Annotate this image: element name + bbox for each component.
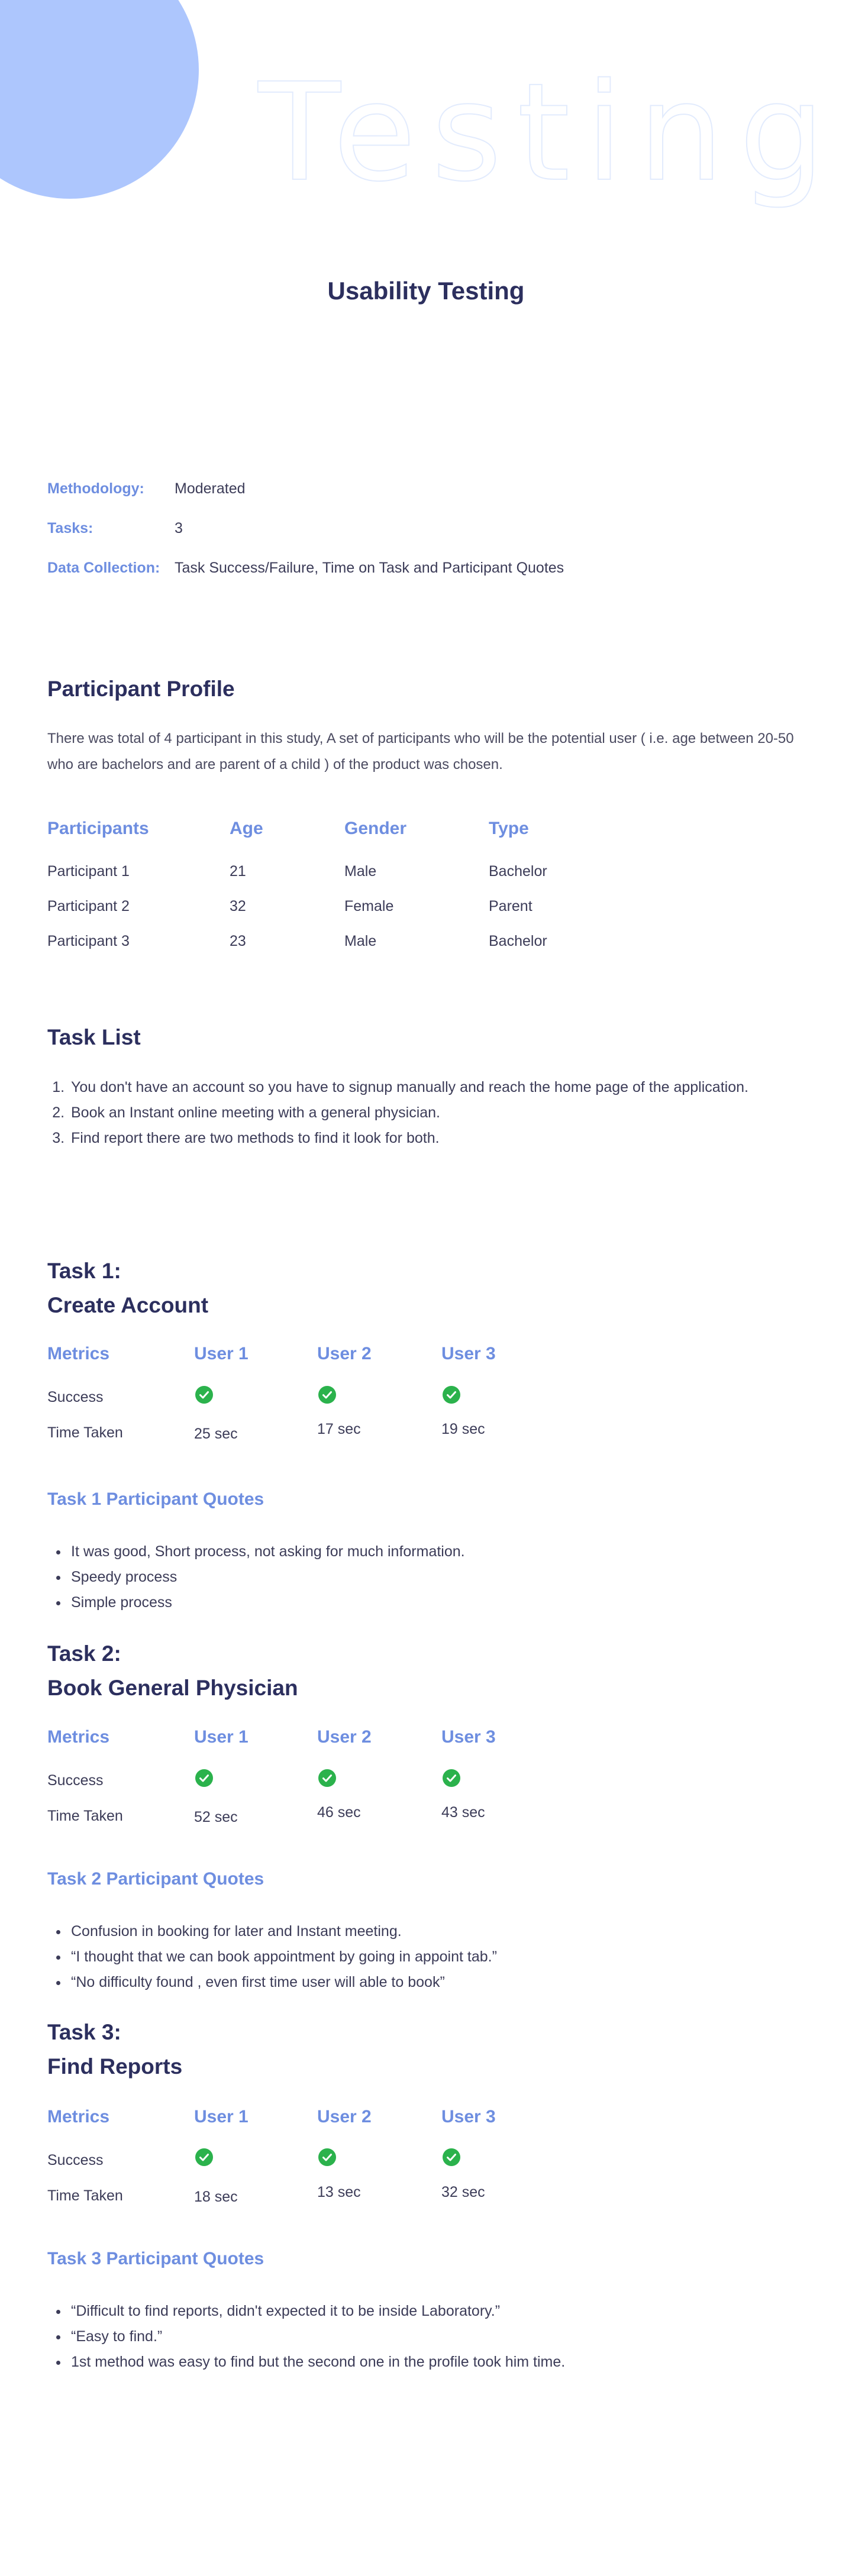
metrics-header: Metrics [47,2107,110,2126]
time-value: 13 sec [317,2184,361,2200]
time-taken-label: Time Taken [47,2187,123,2204]
task-1-title [47,1254,208,1323]
task-1-quotes-heading: Task 1 Participant Quotes [47,1489,264,1509]
user-2-header: User 2 [317,1344,372,1363]
task-1-number: Task 1: [47,1259,121,1283]
list-item: • “Difficult to find reports, didn't expected it to be inside Laboratory.” [69,2299,565,2324]
task-list-heading: Task List [47,1025,141,1049]
time-value: 32 sec [441,2184,485,2200]
list-item: • 1st method was easy to find but the second one in the profile took him time. [69,2349,565,2375]
task-2-name: Book General Physician [47,1676,298,1700]
list-item: • “Easy to find.” [69,2324,565,2349]
table-cell: Female [344,898,394,914]
task-1-name: Create Account [47,1293,209,1317]
list-item: • Simple process [69,1590,465,1615]
data-collection-label: Data Collection: [47,560,160,576]
table-header-participants: Participants [47,819,149,838]
table-cell: Parent [489,898,532,914]
success-check-icon [195,1769,213,1787]
task-3-number: Task 3: [47,2020,121,2044]
table-cell: Participant 2 [47,898,130,914]
task-1-quotes [47,1539,465,1615]
table-cell: Male [344,863,377,880]
task-2-quotes [47,1919,497,1995]
list-item: 1. You don't have an account so you have to signup manually and reach the home page of the application. [69,1075,748,1100]
table-cell: Participant 1 [47,863,130,880]
table-cell: Participant 3 [47,933,130,949]
success-check-icon [195,1386,213,1404]
list-item: • It was good, Short process, not asking for much information. [69,1539,465,1565]
time-value: 25 sec [194,1426,238,1442]
tasks-value: 3 [175,520,183,536]
success-check-icon [443,2148,460,2166]
success-check-icon [443,1386,460,1404]
task-2-title [47,1637,298,1705]
table-cell: Bachelor [489,863,547,880]
user-2-header: User 2 [317,2107,372,2126]
success-label: Success [47,1772,104,1789]
task-list [47,1075,748,1151]
list-item: 3. Find report there are two methods to find it look for both. [69,1126,748,1151]
data-collection-value: Task Success/Failure, Time on Task and Participant Quotes [175,560,564,576]
participant-profile-paragraph: There was total of 4 participant in this study, A set of participants who will be the potential user ( i.e. age between 20-50 who are bachelors and are parent of a child ) of the product was chosen. [47,731,794,773]
decorative-circle [0,0,199,199]
time-value: 46 sec [317,1804,361,1821]
time-value: 17 sec [317,1421,361,1437]
time-value: 52 sec [194,1809,238,1825]
task-3-name: Find Reports [47,2054,183,2079]
success-label: Success [47,1389,104,1405]
table-cell: Bachelor [489,933,547,949]
table-cell: 23 [230,933,246,949]
metrics-header: Metrics [47,1344,110,1363]
tasks-label: Tasks: [47,520,93,536]
table-header-type: Type [489,819,529,838]
table-header-gender: Gender [344,819,407,838]
table-cell: Male [344,933,377,949]
list-item: • Speedy process [69,1565,465,1590]
methodology-value: Moderated [175,480,246,497]
list-item: • “No difficulty found , even first time user will able to book” [69,1970,497,1995]
page-title: Usability Testing [327,277,525,305]
table-header-age: Age [230,819,263,838]
task-2-quotes-heading: Task 2 Participant Quotes [47,1869,264,1889]
metrics-header: Metrics [47,1727,110,1747]
user-1-header: User 1 [194,1344,248,1363]
success-check-icon [318,1386,336,1404]
success-check-icon [195,2148,213,2166]
time-value: 19 sec [441,1421,485,1437]
success-check-icon [318,1769,336,1787]
table-cell: 21 [230,863,246,880]
success-check-icon [443,1769,460,1787]
task-2-number: Task 2: [47,1641,121,1666]
list-item: • Confusion in booking for later and Instant meeting. [69,1919,497,1944]
task-3-title [47,2015,182,2084]
participant-profile-heading: Participant Profile [47,677,235,701]
task-3-quotes [47,2299,565,2375]
user-3-header: User 3 [441,1727,496,1747]
time-value: 43 sec [441,1804,485,1821]
background-word: Testing [258,54,840,211]
user-2-header: User 2 [317,1727,372,1747]
user-3-header: User 3 [441,2107,496,2126]
time-taken-label: Time Taken [47,1424,123,1441]
time-value: 18 sec [194,2189,238,2205]
table-cell: 32 [230,898,246,914]
success-check-icon [318,2148,336,2166]
user-1-header: User 1 [194,2107,248,2126]
list-item: • “I thought that we can book appointment by going in appoint tab.” [69,1944,497,1970]
list-item: 2. Book an Instant online meeting with a general physician. [69,1100,748,1126]
task-3-quotes-heading: Task 3 Participant Quotes [47,2249,264,2268]
user-1-header: User 1 [194,1727,248,1747]
time-taken-label: Time Taken [47,1808,123,1824]
success-label: Success [47,2152,104,2168]
methodology-label: Methodology: [47,480,144,497]
user-3-header: User 3 [441,1344,496,1363]
